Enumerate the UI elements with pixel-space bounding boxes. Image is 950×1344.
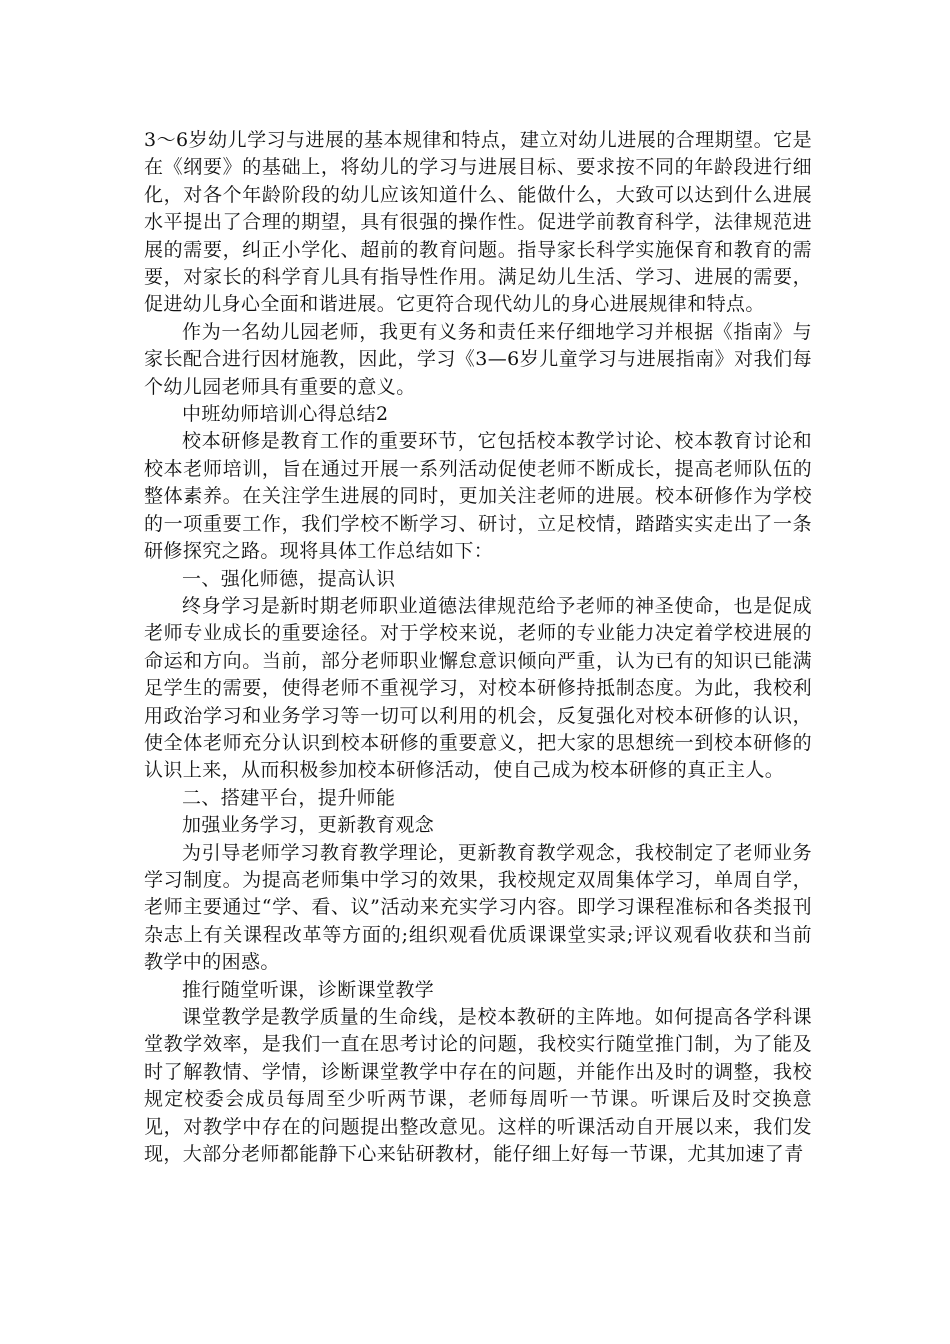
subheading-3: 加强业务学习，更新教育观念 [182,814,435,837]
paragraph-5: 为引导老师学习教育教学理论，更新教育教学观念，我校制定了老师业务学习制度。为提高老师集中学习的效果，我校规定双周集体学习，单周自学，老师主要通过“学、看、议”活动来充实学习内容。即学习课程准标和各类报刊杂志上有关课程改革等方面的;组织观看优质课课堂实录;评议观看收获和当前教学中的困惑。 [144,841,812,974]
subheading-2: 二、搭建平台，提升师能 [182,786,396,809]
paragraph-3: 校本研修是教育工作的重要环节，它包括校本教学讨论、校本教育讨论和校本老师培训，旨在通过开展一系列活动促使老师不断成长，提高老师队伍的整体素养。在关注学生进展的同时，更加关注老师的进展。校本研修作为学校的一项重要工作，我们学校不断学习、研讨，立足校情，踏踏实实走出了一条研修探究之路。现将具体工作总结如下： [144,430,812,563]
document-body [144,127,812,1168]
subheading-1: 一、强化师德，提高认识 [182,567,396,590]
paragraph-2: 作为一名幼儿园老师，我更有义务和责任来仔细地学习并根据《指南》与家长配合进行因材施教，因此，学习《3—6岁儿童学习与进展指南》对我们每个幼儿园老师具有重要的意义。 [144,320,812,398]
subheading-4: 推行随堂听课，诊断课堂教学 [182,978,435,1001]
paragraph-1: 3～6岁幼儿学习与进展的基本规律和特点，建立对幼儿进展的合理期望。它是在《纲要》的基础上，将幼儿的学习与进展目标、要求按不同的年龄段进行细化，对各个年龄阶段的幼儿应该知道什么、能做什么，大致可以达到什么进展水平提出了合理的期望，具有很强的操作性。促进学前教育科学，法律规范进展的需要，纠正小学化、超前的教育问题。指导家长科学实施保育和教育的需要，对家长的科学育儿具有指导性作用。满足幼儿生活、学习、进展的需要，促进幼儿身心全面和谐进展。它更符合现代幼儿的身心进展规律和特点。 [144,129,812,316]
section-title: 中班幼师培训心得总结2 [182,403,389,426]
paragraph-4: 终身学习是新时期老师职业道德法律规范给予老师的神圣使命，也是促成老师专业成长的重要途径。对于学校来说，老师的专业能力决定着学校进展的命运和方向。当前，部分老师职业懈怠意识倾向严重，认为已有的知识已能满足学生的需要，使得老师不重视学习，对校本研修持抵制态度。为此，我校利用政治学习和业务学习等一切可以利用的机会，反复强化对校本研修的认识，使全体老师充分认识到校本研修的重要意义，把大家的思想统一到校本研修的认识上来，从而积极参加校本研修活动，使自己成为校本研修的真正主人。 [144,594,812,782]
paragraph-6: 课堂教学是教学质量的生命线，是校本教研的主阵地。如何提高各学科课堂教学效率，是我们一直在思考讨论的问题，我校实行随堂推门制，为了能及时了解教情、学情，诊断课堂教学中存在的问题，并能作出及时的调整，我校规定校委会成员每周至少听两节课，老师每周听一节课。听课后及时交换意见，对教学中存在的问题提出整改意见。这样的听课活动自开展以来，我们发现，大部分老师都能静下心来钻研教材，能仔细上好每一节课，尤其加速了青 [144,1006,812,1166]
